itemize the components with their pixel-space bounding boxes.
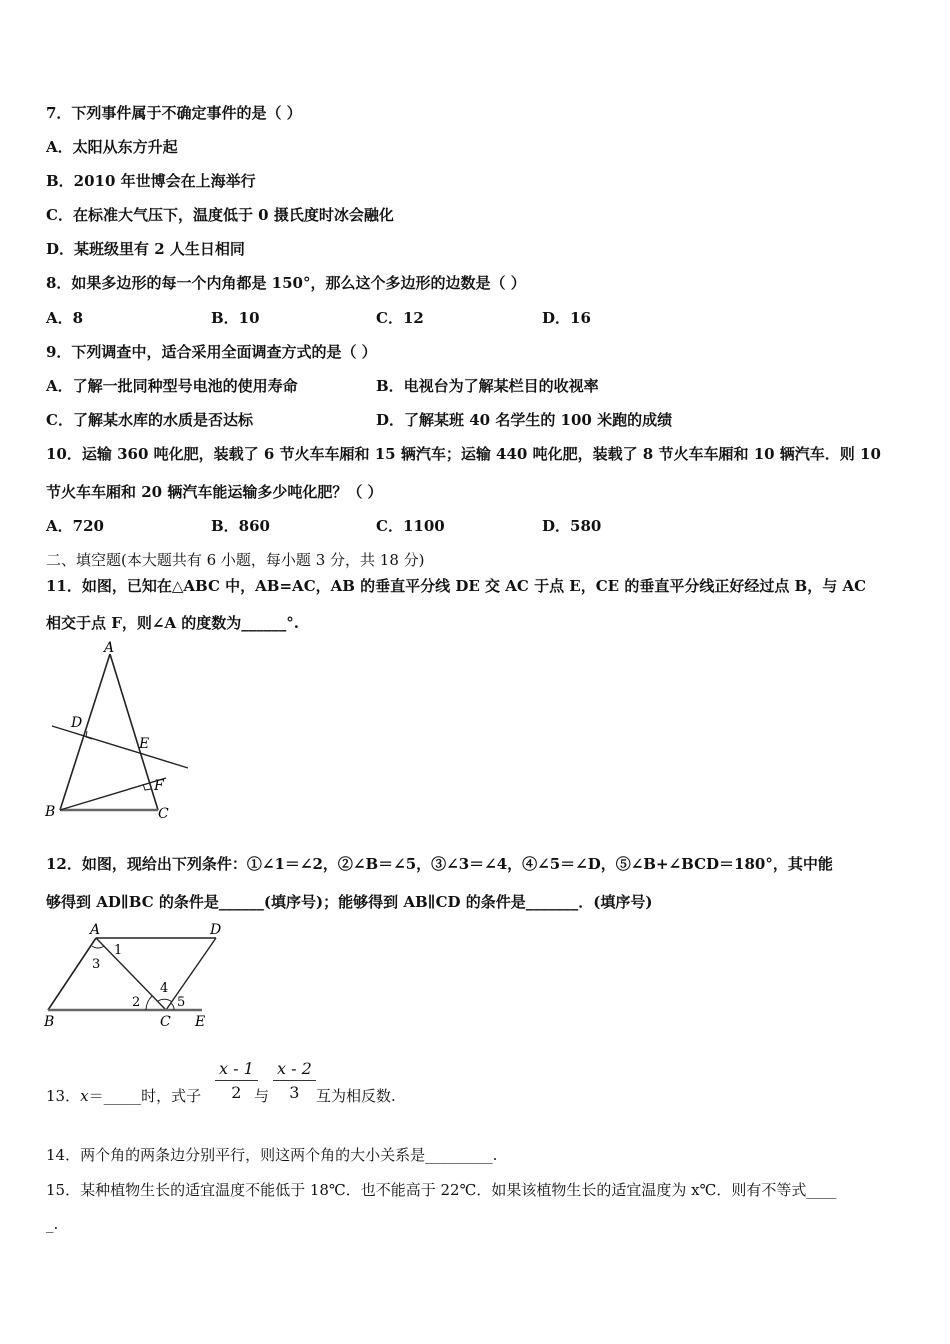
angle-label-1: 1: [114, 943, 123, 958]
segment-ab: [48, 938, 96, 1010]
q8-option-b: B．10: [211, 309, 260, 327]
segment-dc: [166, 938, 216, 1010]
q13-prefix: 13．: [46, 1087, 81, 1105]
q9-stem: 9．下列调查中，适合采用全面调查方式的是（ ）: [46, 343, 377, 361]
label-a: A: [90, 922, 101, 938]
q14-stem: 14．两个角的两条边分别平行，则这两个角的大小关系是_________.: [46, 1146, 498, 1164]
q11-stem-line1: 11．如图，已知在△ABC 中，AB=AC，AB 的垂直平分线 DE 交 AC 于点 E，CE 的垂直平分线正好经过点 B，与 AC: [46, 577, 867, 595]
side-ac: [110, 654, 158, 810]
q12-parallelogram-figure: [40, 918, 230, 1033]
angle-label-2: 2: [132, 995, 141, 1010]
q12-stem-line2: 够得到 AD∥BC 的条件是______(填序号)；能够得到 AB∥CD 的条件是_______．(填序号): [46, 893, 653, 911]
q13-fraction-1-denominator: 2: [231, 1083, 242, 1102]
q7-stem: 7．下列事件属于不确定事件的是（ ）: [46, 104, 302, 122]
q8-stem: 8．如果多边形的每一个内角都是 150°，那么这个多边形的边数是（ ）: [46, 274, 526, 292]
q7-option-c: C．在标准大气压下，温度低于 0 摄氏度时冰会融化: [46, 206, 394, 224]
label-c: C: [158, 806, 169, 822]
q9-option-b: B．电视台为了解某栏目的收视率: [376, 377, 599, 395]
label-f: F: [154, 778, 164, 794]
side-ab: [60, 654, 110, 810]
segment-ac: [96, 938, 169, 1010]
angle-arc-2: [146, 996, 152, 1010]
perp-bisector-de: [52, 726, 188, 768]
angle-arc-3: [92, 946, 104, 948]
angle-label-3: 3: [92, 957, 101, 972]
label-a: A: [104, 640, 115, 656]
label-b: B: [45, 804, 56, 820]
q8-option-d: D．16: [542, 309, 591, 327]
q11-triangle-figure: [40, 638, 200, 823]
q13-fraction-1: [215, 1059, 258, 1102]
q7-option-a: A．太阳从东方升起: [46, 138, 178, 156]
q13-fraction-2-numerator: x - 2: [273, 1059, 316, 1081]
q13-stem: [46, 1085, 201, 1106]
q12-stem-line1: 12．如图，现给出下列条件：①∠1＝∠2，②∠B＝∠5，③∠3＝∠4，④∠5＝∠D，⑤∠B+∠BCD＝180°，其中能: [46, 855, 833, 873]
q10-option-a: A．720: [46, 517, 104, 535]
q9-option-d: D．了解某班 40 名学生的 100 米跑的成绩: [376, 411, 673, 429]
q10-stem-line2: 节火车车厢和 20 辆汽车能运输多少吨化肥？（ ）: [46, 483, 383, 501]
label-b: B: [44, 1014, 55, 1030]
q10-option-b: B．860: [211, 517, 270, 535]
angle-arc-4: [158, 999, 172, 1002]
section-heading-fill-in: 二、填空题(本大题共有 6 小题，每小题 3 分，共 18 分): [46, 551, 425, 569]
q15-stem-line2: _.: [46, 1215, 59, 1233]
q7-option-d: D．某班级里有 2 人生日相同: [46, 240, 245, 258]
q13-equals-blank: ＝_____时，式子: [88, 1087, 202, 1105]
q9-option-a: A．了解一批同种型号电池的使用寿命: [46, 377, 298, 395]
label-e: E: [195, 1014, 206, 1030]
label-c: C: [160, 1014, 171, 1030]
q11-stem-line2: 相交于点 F，则∠A 的度数为______°.: [46, 614, 300, 632]
q8-option-a: A．8: [46, 309, 84, 327]
q10-option-d: D．580: [542, 517, 602, 535]
label-d: D: [71, 715, 83, 731]
q13-fraction-2: [273, 1059, 316, 1102]
q13-and: 与: [254, 1087, 270, 1105]
angle-label-5: 5: [177, 995, 186, 1010]
q13-fraction-1-numerator: x - 1: [215, 1059, 258, 1081]
label-e: E: [139, 736, 150, 752]
q10-option-c: C．1100: [376, 517, 445, 535]
q10-stem-line1: 10．运输 360 吨化肥，装载了 6 节火车车厢和 15 辆汽车；运输 440 吨化肥，装载了 8 节火车车厢和 10 辆汽车．则 10: [46, 445, 881, 463]
q9-option-c: C．了解某水库的水质是否达标: [46, 411, 253, 429]
q7-option-b: B．2010 年世博会在上海举行: [46, 172, 256, 190]
q13-fraction-2-denominator: 3: [289, 1083, 300, 1102]
q13-variable: x: [80, 1087, 89, 1105]
label-d: D: [210, 922, 222, 938]
q15-stem-line1: 15．某种植物生长的适宜温度不能低于 18℃．也不能高于 22℃．如果该植物生长的适宜温度为 x℃．则有不等式____: [46, 1181, 837, 1199]
angle-label-4: 4: [160, 981, 169, 996]
perp-bisector-bf: [60, 778, 166, 810]
q13-suffix: 互为相反数.: [316, 1087, 396, 1105]
q8-option-c: C．12: [376, 309, 424, 327]
